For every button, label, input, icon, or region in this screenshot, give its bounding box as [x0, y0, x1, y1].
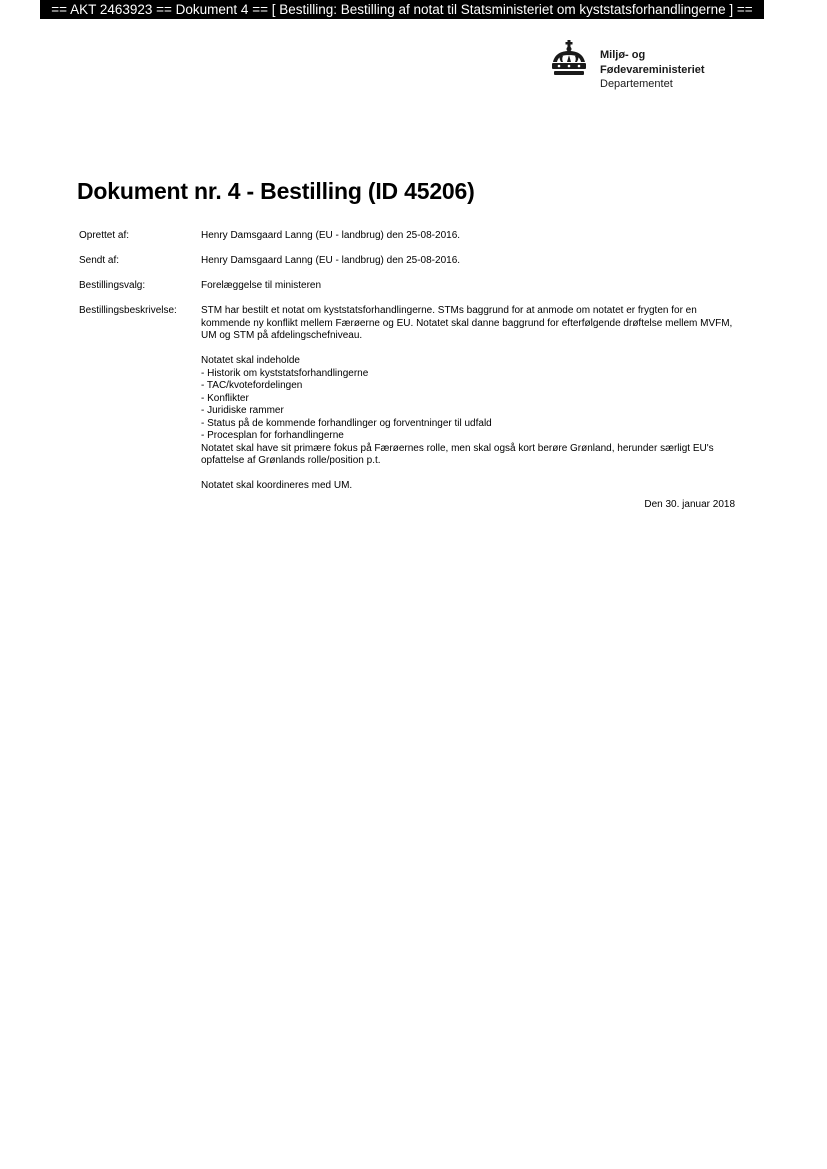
order-choice-label: Bestillingsvalg:	[79, 280, 146, 291]
order-choice-value: Forelæggelse til ministeren	[201, 280, 322, 291]
ministry-name-line1: Miljø- og	[600, 49, 646, 61]
order-description-label: Bestillingsbeskrivelse:	[79, 305, 177, 316]
ministry-name-line2: Fødevareministeriet	[600, 63, 705, 76]
description-list-item: - TAC/kvotefordelingen	[201, 380, 303, 391]
ministry-department: Departementet	[600, 78, 673, 90]
created-by-label: Oprettet af:	[79, 230, 130, 241]
sent-by-label: Sendt af:	[79, 255, 120, 266]
description-list-intro: Notatet skal indeholde	[201, 355, 300, 366]
description-list-item: - Procesplan for forhandlingerne	[201, 430, 344, 441]
page-title: Dokument nr. 4 - Bestilling (ID 45206)	[77, 178, 475, 204]
order-description-text	[201, 305, 741, 493]
description-paragraph: Notatet skal koordineres med UM.	[201, 480, 353, 491]
sent-by-value: Henry Damsgaard Lanng (EU - landbrug) den 25-08-2016.	[201, 255, 461, 266]
description-list-item: - Konflikter	[201, 392, 249, 404]
description-list-item: - Juridiske rammer	[201, 405, 284, 416]
document-header-banner: == AKT 2463923 == Dokument 4 == [ Bestilling: Bestilling af notat til Statsministeriet om kyststatsforhandlingerne ] ==	[40, 0, 764, 19]
description-paragraph: Notatet skal have sit primære fokus på Færøernes rolle, men skal også kort berøre Grønland, herunder særligt EU's opfattelse af Grønlands rolle/position p.t.	[201, 442, 714, 466]
description-paragraph: STM har bestilt et notat om kyststatsforhandlingerne. STMs baggrund for at anmode om notatet er frygten for en kommende ny konflikt mellem Færøerne og EU. Notatet skal danne baggrund for efterfølgende drøftelse mellem MVFM, UM og STM på afdelingschefniveau.	[201, 305, 733, 341]
crown-icon	[549, 40, 589, 78]
description-list-item: - Status på de kommende forhandlinger og forventninger til udfald	[201, 417, 492, 429]
created-by-value: Henry Damsgaard Lanng (EU - landbrug) den 25-08-2016.	[201, 230, 461, 241]
ministry-name	[600, 48, 705, 92]
ministry-logo	[549, 40, 749, 95]
document-date: Den 30. januar 2018	[644, 499, 735, 510]
description-list-item: - Historik om kyststatsforhandlingerne	[201, 367, 369, 379]
